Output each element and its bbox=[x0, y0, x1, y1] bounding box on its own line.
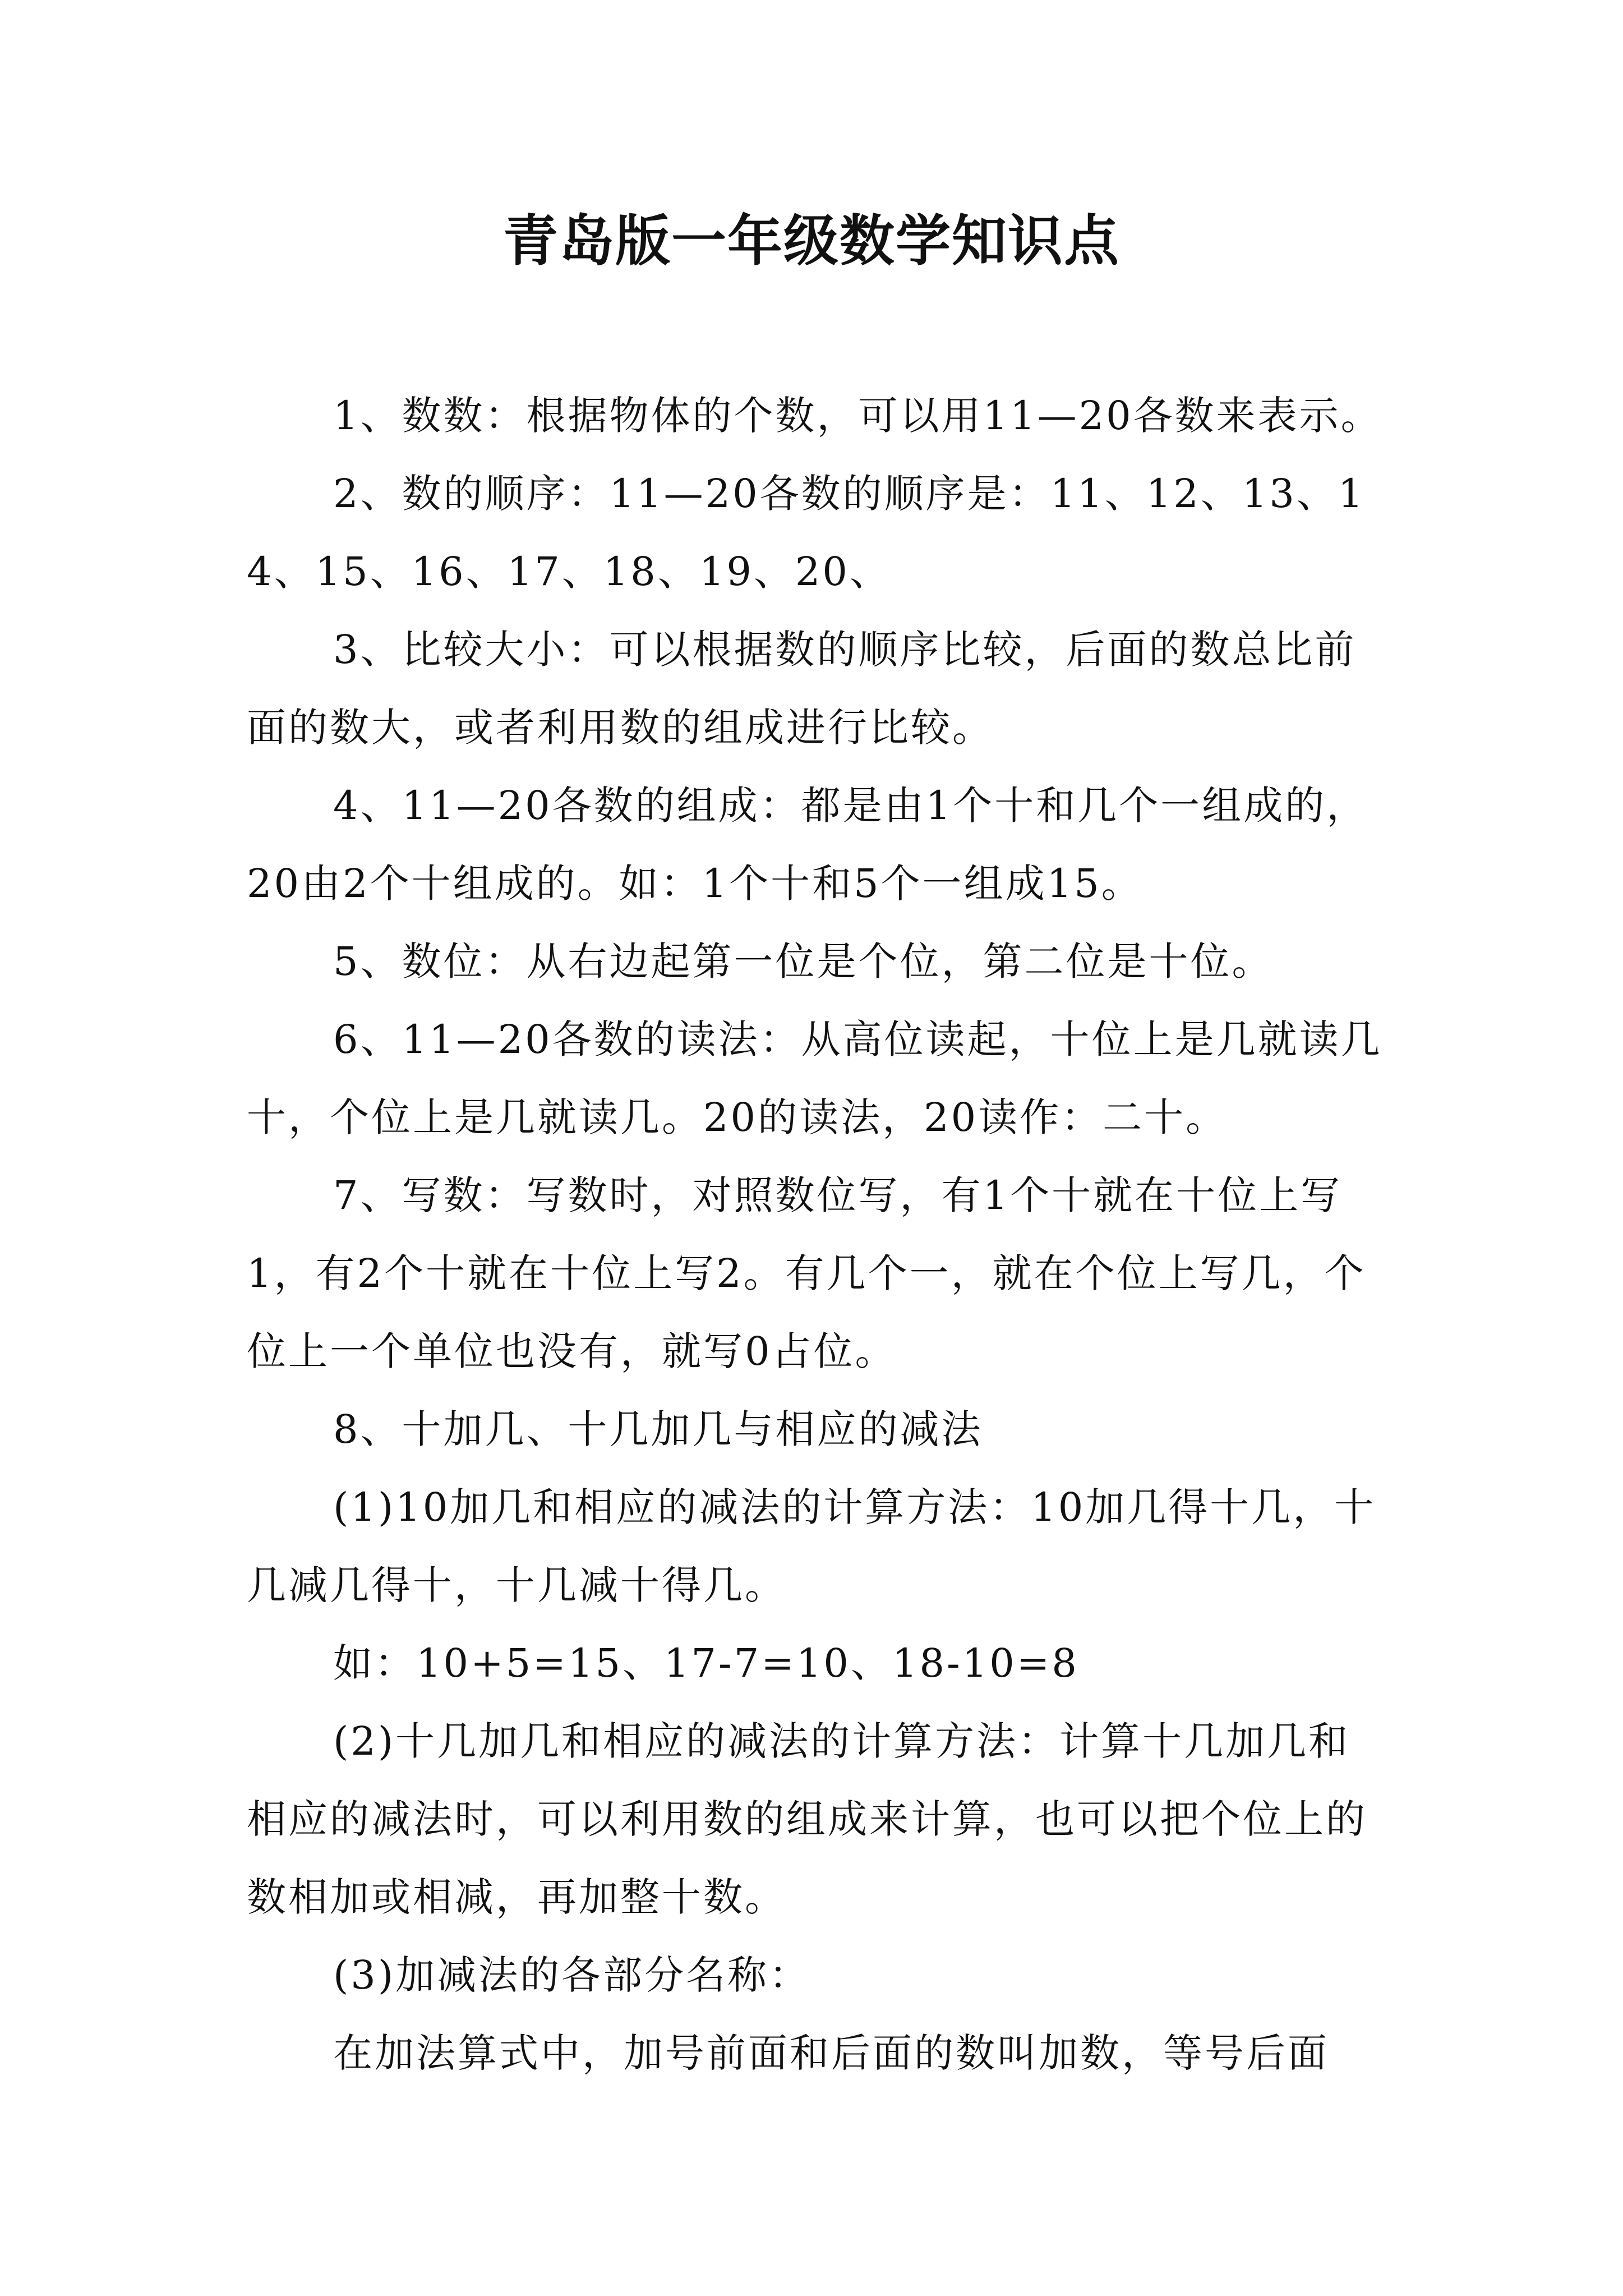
paragraph-reading-numbers: 6、11—20各数的读法：从高位读起，十位上是几就读几十，个位上是几就读几。20的读法，20读作：二十。 bbox=[247, 1016, 1382, 1140]
paragraph-compare-size: 3、比较大小：可以根据数的顺序比较，后面的数总比前面的数大，或者利用数的组成进行比较。 bbox=[247, 627, 1357, 751]
document-title: 青岛版一年级数学知识点 bbox=[502, 209, 1120, 273]
paragraph-part-names: (3)加减法的各部分名称： bbox=[333, 1952, 811, 1998]
document-body bbox=[247, 377, 1385, 2092]
paragraph-method-2: (2)十几加几和相应的减法的计算方法：计算十几加几和相应的减法时，可以利用数的组成来计算，也可以把个位上的数相加或相减，再加整十数。 bbox=[247, 1718, 1367, 1920]
paragraph-number-composition: 4、11—20各数的组成：都是由1个十和几个一组成的，20由2个十组成的。如：1个十和5个一组成15。 bbox=[247, 783, 1368, 907]
paragraph-addition-subtraction-heading: 8、十加几、十几加几与相应的减法 bbox=[333, 1406, 983, 1452]
paragraph-example: 如：10+5=15、17-7=10、18-10=8 bbox=[333, 1640, 1079, 1686]
paragraph-addition-terms: 在加法算式中，加号前面和后面的数叫加数，等号后面 bbox=[333, 2030, 1329, 2076]
paragraph-number-order: 2、数的顺序：11—20各数的顺序是：11、12、13、14、15、16、17、18、19、20、 bbox=[247, 471, 1366, 595]
paragraph-method-1: (1)10加几和相应的减法的计算方法：10加几得十几，十几减几得十，十几减十得几。 bbox=[247, 1484, 1376, 1608]
paragraph-place-value: 5、数位：从右边起第一位是个位，第二位是十位。 bbox=[333, 938, 1274, 984]
paragraph-counting: 1、数数：根据物体的个数，可以用11—20各数来表示。 bbox=[333, 393, 1382, 439]
paragraph-writing-numbers: 7、写数：写数时，对照数位写，有1个十就在十位上写1，有2个十就在十位上写2。有几个一，就在个位上写几，个位上一个单位也没有，就写0占位。 bbox=[247, 1172, 1366, 1374]
